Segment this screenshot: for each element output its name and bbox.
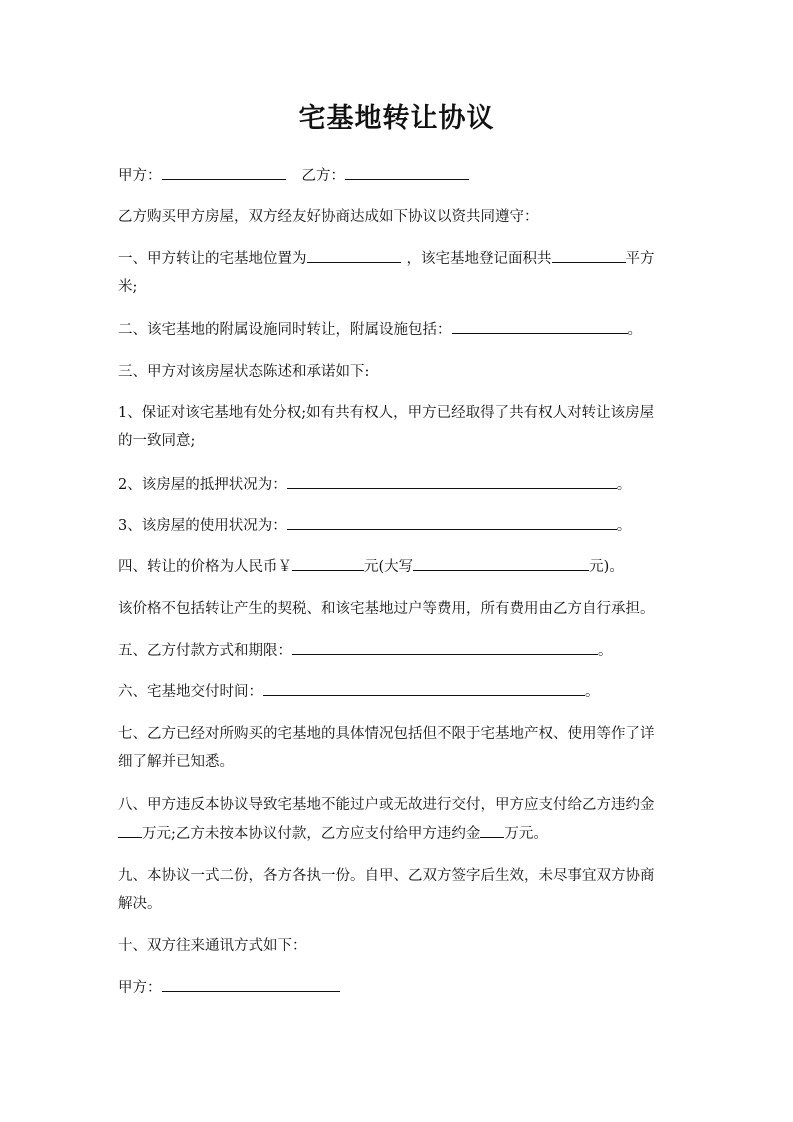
clause-10: 十、双方往来通讯方式如下：: [118, 938, 307, 954]
item-1-line-1: 1、保证对该宅基地有处分权;如有共有权人，甲方已经取得了共有权人对转让该房屋: [118, 405, 655, 421]
clause-4: 四、转让的价格为人民币￥ 元(大写 元)。: [118, 553, 678, 581]
party-b-label: 乙方：: [301, 168, 345, 184]
payment-blank[interactable]: [292, 640, 598, 655]
document-title: 宅基地转让协议: [298, 103, 495, 134]
contact-party-a: 甲方：: [118, 974, 678, 1002]
usage-blank[interactable]: [287, 515, 617, 530]
item-2: 2、该房屋的抵押状况为： 。: [118, 471, 678, 499]
party-a-label: 甲方：: [118, 168, 162, 184]
clause-6: 六、宅基地交付时间： 。: [118, 678, 678, 706]
clause-7-line-1: 七、乙方已经对所购买的宅基地的具体情况包括但不限于宅基地产权、使用等作了详: [118, 726, 655, 742]
facilities-blank[interactable]: [452, 319, 628, 334]
delivery-time-blank[interactable]: [263, 681, 585, 696]
price-words-blank[interactable]: [413, 556, 589, 571]
penalty-a-blank[interactable]: [118, 823, 142, 838]
clause-1-line-2: 米;: [118, 279, 138, 295]
party-a-blank[interactable]: [162, 165, 286, 180]
penalty-b-blank[interactable]: [480, 823, 504, 838]
clause-9-line-1: 九、本协议一式二份，各方各执一份。自甲、乙双方签字后生效，未尽事宜双方协商: [118, 868, 655, 884]
clause-8-line-2: 万元;乙方未按本协议付款，乙方应支付给甲方违约金 万元。: [118, 820, 678, 848]
clause-8-line-1: 八、甲方违反本协议导致宅基地不能过户或无故进行交付，甲方应支付给乙方违约金: [118, 797, 655, 813]
clause-9-line-2: 解决。: [118, 896, 162, 912]
price-number-blank[interactable]: [292, 556, 364, 571]
item-1-line-2: 的一致同意;: [118, 433, 196, 449]
mortgage-blank[interactable]: [287, 474, 617, 489]
party-line: [118, 162, 678, 190]
clause-1-line-1: 一、甲方转让的宅基地位置为 ，该宅基地登记面积共 平方: [118, 245, 678, 273]
location-blank[interactable]: [307, 248, 401, 263]
contact-party-a-blank[interactable]: [162, 977, 340, 992]
item-3: 3、该房屋的使用状况为： 。: [118, 512, 678, 540]
intro-text: 乙方购买甲方房屋，双方经友好协商达成如下协议以资共同遵守：: [118, 209, 539, 225]
clause-2: 二、该宅基地的附属设施同时转让，附属设施包括： 。: [118, 316, 678, 344]
area-blank[interactable]: [552, 248, 626, 263]
price-note: 该价格不包括转让产生的契税、和该宅基地过户等费用，所有费用由乙方自行承担。: [118, 601, 655, 617]
party-b-blank[interactable]: [345, 165, 469, 180]
clause-3: 三、甲方对该房屋状态陈述和承诺如下:: [118, 364, 370, 380]
clause-7-line-2: 细了解并已知悉。: [118, 754, 234, 770]
clause-5: 五、乙方付款方式和期限： 。: [118, 637, 678, 665]
